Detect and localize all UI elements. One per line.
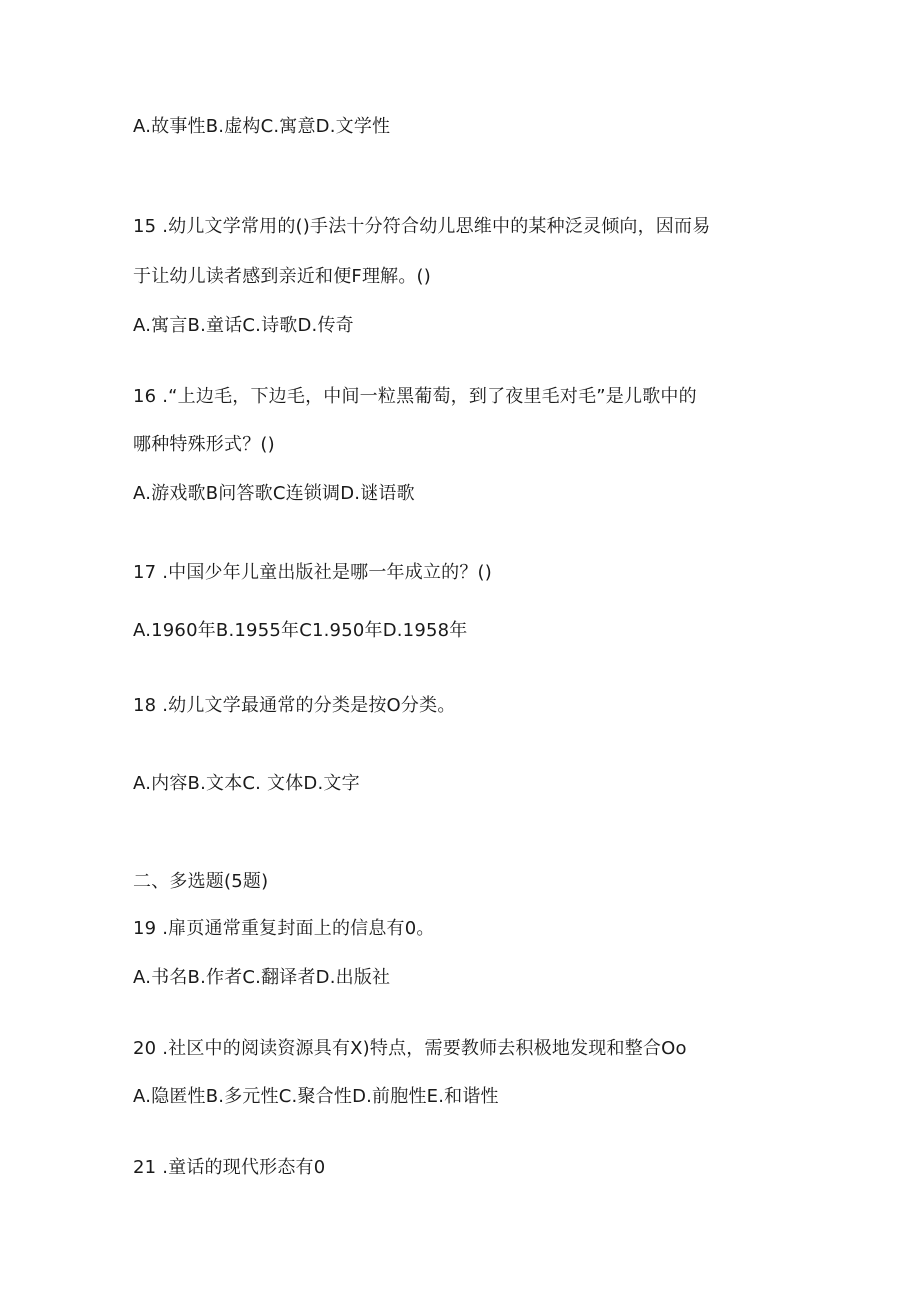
q16-text-line-1: 16 .“上边毛，下边毛，中间一粒黑葡萄，到了夜里毛对毛”是儿歌中的 bbox=[133, 386, 697, 407]
q15-options: A.寓言B.童话C.诗歌D.传奇 bbox=[133, 315, 354, 336]
q16-text-line-2: 哪种特殊形式？() bbox=[133, 434, 275, 455]
q19-options: A.书名B.作者C.翻译者D.出版社 bbox=[133, 967, 391, 988]
q17-options: A.1960年B.1955年C1.950年D.1958年 bbox=[133, 620, 468, 641]
q16-options: A.游戏歌B问答歌C连锁调D.谜语歌 bbox=[133, 483, 415, 504]
section-heading-multiple-choice: 二、多选题(5题) bbox=[133, 871, 269, 892]
q20-options: A.隐匿性B.多元性C.聚合性D.前胞性E.和谐性 bbox=[133, 1086, 499, 1107]
q21-text: 21 .童话的现代形态有0 bbox=[133, 1157, 326, 1178]
q18-options: A.内容B.文本C. 文体D.文字 bbox=[133, 773, 360, 794]
q19-text: 19 .扉页通常重复封面上的信息有0。 bbox=[133, 918, 435, 939]
q18-text: 18 .幼儿文学最通常的分类是按O分类。 bbox=[133, 695, 456, 716]
q14-options: A.故事性B.虚构C.寓意D.文学性 bbox=[133, 116, 391, 137]
q15-text-line-1: 15 .幼儿文学常用的()手法十分符合幼儿思维中的某种泛灵倾向，因而易 bbox=[133, 216, 711, 237]
q20-text: 20 .社区中的阅读资源具有X)特点，需要教师去积极地发现和整合Oo bbox=[133, 1038, 687, 1059]
q15-text-line-2: 于让幼儿读者感到亲近和便F理解。() bbox=[133, 266, 431, 287]
q17-text: 17 .中国少年儿童出版社是哪一年成立的？() bbox=[133, 562, 492, 583]
